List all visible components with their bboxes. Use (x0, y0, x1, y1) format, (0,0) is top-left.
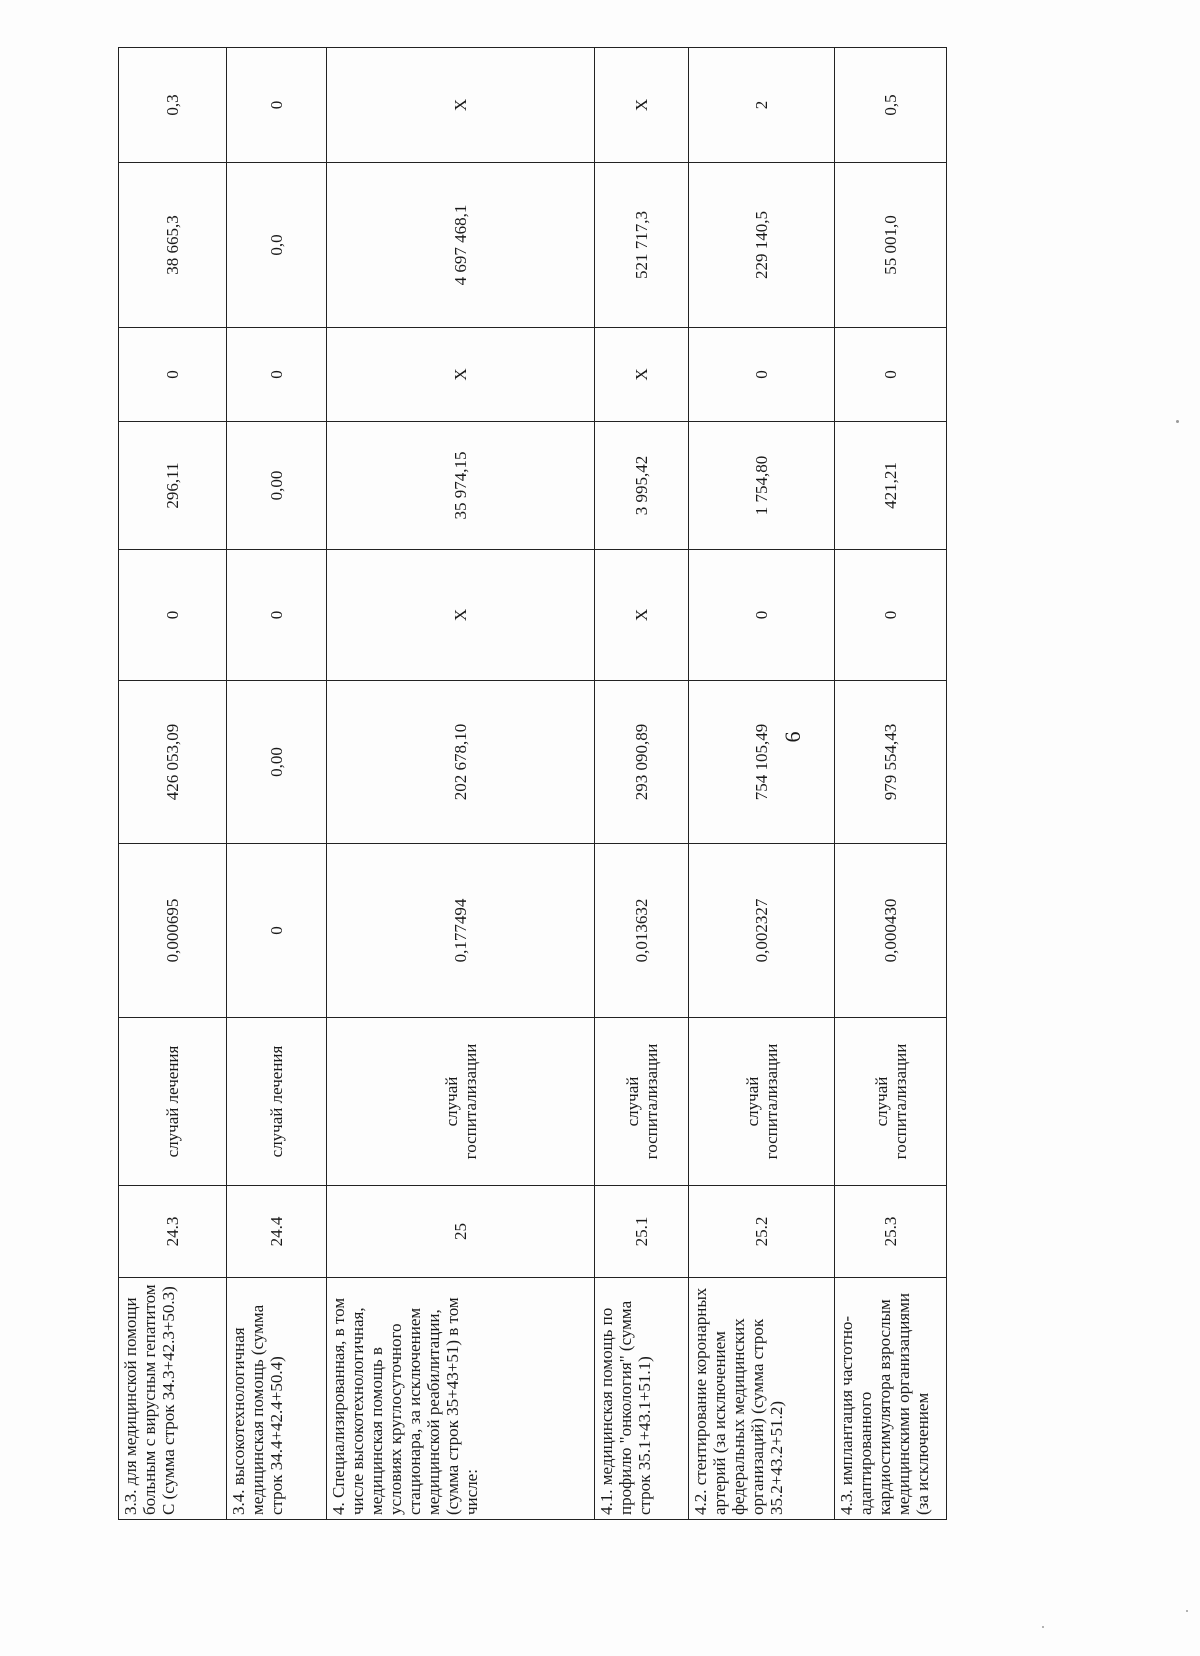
table-row (327, 48, 595, 1520)
scan-speck (1042, 1626, 1044, 1628)
value-cell: 0 (227, 48, 327, 163)
value-cell: 0,00 (227, 681, 327, 844)
value-cell: 0 (119, 328, 227, 422)
value-cell: X (595, 550, 689, 681)
rotated-table-sheet (118, 48, 932, 1520)
unit-cell: случай лечения (119, 1018, 227, 1186)
table-row (119, 48, 227, 1520)
value-cell: X (595, 328, 689, 422)
row-number: 25.3 (835, 1186, 947, 1278)
row-number: 24.4 (227, 1186, 327, 1278)
unit-cell: случай госпитализации (689, 1018, 835, 1186)
value-cell: 296,11 (119, 422, 227, 550)
value-cell: 0 (835, 550, 947, 681)
value-cell: 0 (835, 328, 947, 422)
value-cell: 0 (689, 550, 835, 681)
row-description: 4.3. имплантация частотно-адаптированного кардиостимулятора взрослым медицинскими организациями (за исключением (835, 1278, 947, 1520)
value-cell: 1 754,80 (689, 422, 835, 550)
value-cell: 0,0 (227, 163, 327, 328)
funding-table (118, 47, 947, 1520)
scan-speck (1176, 420, 1179, 423)
value-cell: 754 105,49 (689, 681, 835, 844)
table-row (689, 48, 835, 1520)
value-cell: 0 (227, 328, 327, 422)
value-cell: 0 (227, 844, 327, 1018)
row-description: 3.3. для медицинской помощи больным с вирусным гепатитом С (сумма строк 34.3+42.3+50.3) (119, 1278, 227, 1520)
value-cell: X (595, 48, 689, 163)
row-description: 4.2. стентирование коронарных артерий (за исключением федеральных медицинских организаций) (сумма строк 35.2+43.2+51.2) (689, 1278, 835, 1520)
value-cell: 4 697 468,1 (327, 163, 595, 328)
page-number: 6 (780, 731, 805, 743)
value-cell: 426 053,09 (119, 681, 227, 844)
value-cell: 0,3 (119, 48, 227, 163)
unit-cell: случай госпитализации (327, 1018, 595, 1186)
unit-cell: случай госпитализации (595, 1018, 689, 1186)
table-row (227, 48, 327, 1520)
value-cell: 0,013632 (595, 844, 689, 1018)
value-cell: X (327, 328, 595, 422)
value-cell: 0 (227, 550, 327, 681)
scan-speck (1186, 1610, 1188, 1612)
value-cell: 38 665,3 (119, 163, 227, 328)
value-cell: 0,000695 (119, 844, 227, 1018)
value-cell: 979 554,43 (835, 681, 947, 844)
unit-cell: случай лечения (227, 1018, 327, 1186)
value-cell: X (327, 48, 595, 163)
value-cell: 0,00 (227, 422, 327, 550)
value-cell: 35 974,15 (327, 422, 595, 550)
value-cell: 202 678,10 (327, 681, 595, 844)
row-description: 3.4. высокотехнологичная медицинская помощь (сумма строк 34.4+42.4+50.4) (227, 1278, 327, 1520)
row-number: 25 (327, 1186, 595, 1278)
value-cell: 55 001,0 (835, 163, 947, 328)
unit-cell: случай госпитализации (835, 1018, 947, 1186)
table-row (595, 48, 689, 1520)
table-row (835, 48, 947, 1520)
value-cell: 0,5 (835, 48, 947, 163)
value-cell: 421,21 (835, 422, 947, 550)
value-cell: 0 (119, 550, 227, 681)
value-cell: 2 (689, 48, 835, 163)
row-number: 25.1 (595, 1186, 689, 1278)
row-number: 24.3 (119, 1186, 227, 1278)
value-cell: 0 (689, 328, 835, 422)
value-cell: 0,002327 (689, 844, 835, 1018)
row-description: 4. Специализированная, в том числе высокотехнологичная, медицинская помощь в условиях круглосуточного стационара, за исключением медицинской реабилитации, (сумма строк 35+43+51) в том числе: (327, 1278, 595, 1520)
value-cell: 0,177494 (327, 844, 595, 1018)
row-description: 4.1. медицинская помощь по профилю "онкология" (сумма строк 35.1+43.1+51.1) (595, 1278, 689, 1520)
value-cell: X (327, 550, 595, 681)
value-cell: 0,000430 (835, 844, 947, 1018)
value-cell: 521 717,3 (595, 163, 689, 328)
value-cell: 229 140,5 (689, 163, 835, 328)
value-cell: 3 995,42 (595, 422, 689, 550)
value-cell: 293 090,89 (595, 681, 689, 844)
row-number: 25.2 (689, 1186, 835, 1278)
